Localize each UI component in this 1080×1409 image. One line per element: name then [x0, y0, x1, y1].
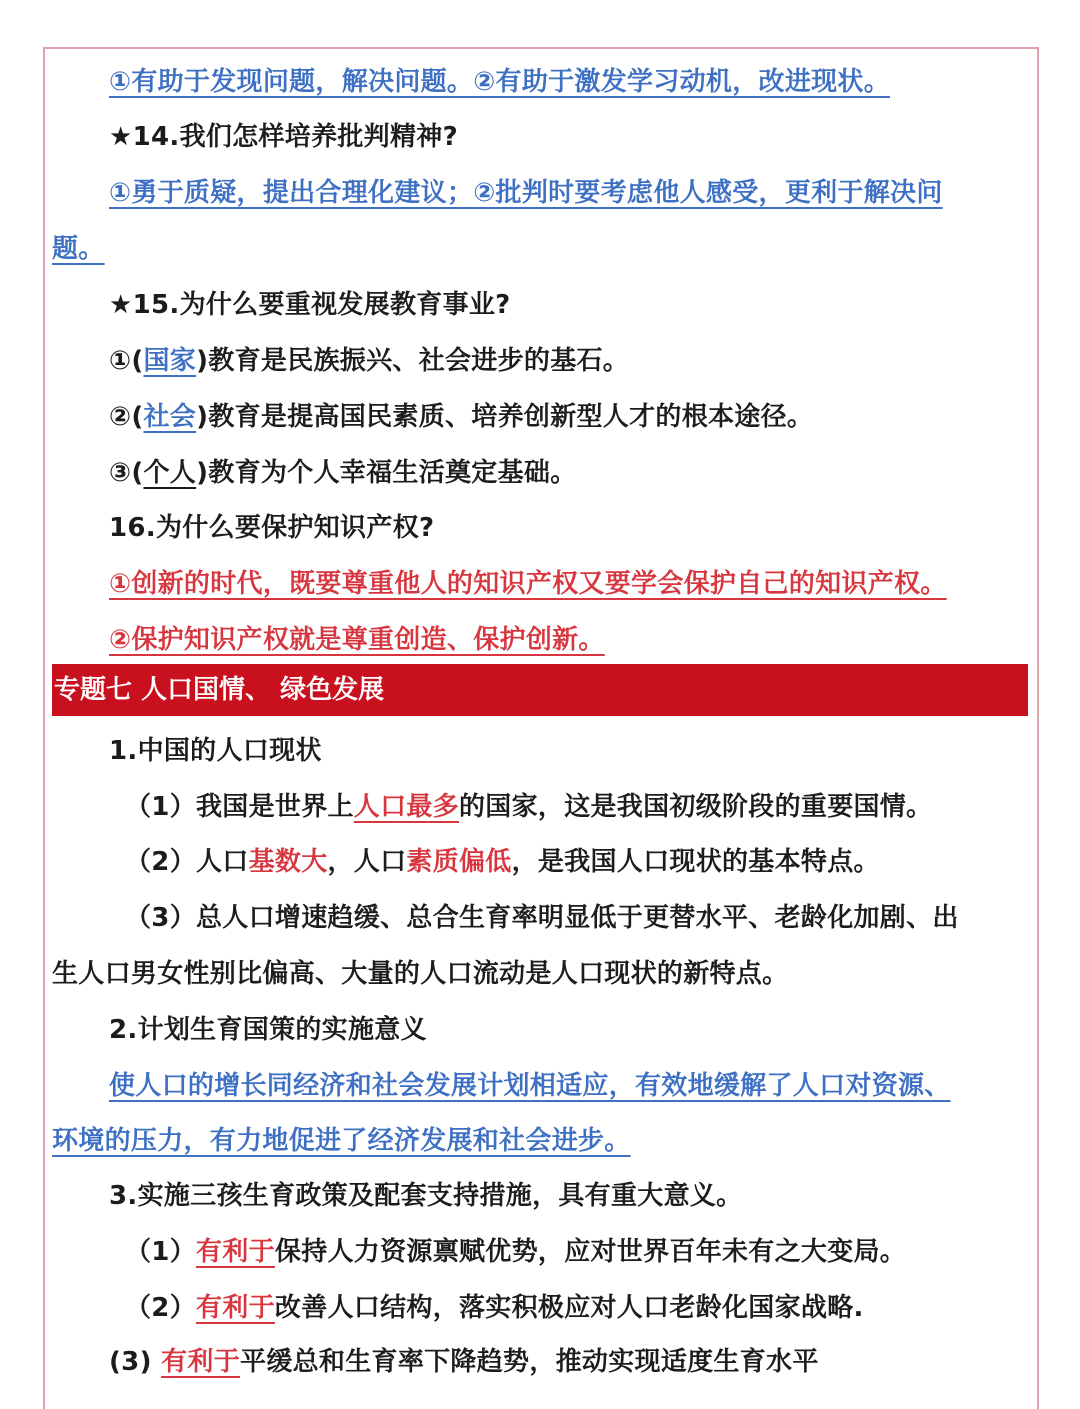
keyword-geren: 个人: [143, 458, 197, 488]
benefit-prefix: （2）: [125, 1293, 196, 1323]
benefit-prefix: (3): [109, 1347, 162, 1377]
question-16: 16.为什么要保护知识产权?: [109, 513, 435, 543]
answer-15-item3: [109, 452, 577, 494]
benefit-text: 保持人力资源禀赋优势，应对世界百年未有之大变局。: [274, 1237, 907, 1267]
item-prefix: ②(: [109, 402, 144, 432]
keyword-beneficial: 有利于: [161, 1347, 241, 1377]
answer-15-item2: [109, 396, 813, 438]
point-text: 的国家，这是我国初级阶段的重要国情。: [459, 792, 933, 822]
item-prefix: ①(: [109, 346, 144, 376]
answer-13-text: ①有助于发现问题，解决问题。②有助于激发学习动机，改进现状。: [109, 67, 891, 97]
answer-2-line1: 使人口的增长同经济和社会发展计划相适应，有效地缓解了人口对资源、: [109, 1071, 951, 1101]
answer-15-item1: [109, 340, 629, 382]
benefit-prefix: （1）: [125, 1237, 196, 1267]
item-text: )教育为个人幸福生活奠定基础。: [196, 458, 577, 488]
section-banner: [52, 664, 1028, 716]
keyword-beneficial: 有利于: [196, 1237, 275, 1267]
benefit-text: 平缓总和生育率下降趋势，推动实现适度生育水平: [240, 1347, 819, 1377]
point-1: [125, 786, 932, 828]
point-3-line1: （3）总人口增速趋缓、总合生育率明显低于更替水平、老龄化加剧、出: [125, 903, 959, 933]
keyword-low-quality: 素质偏低: [406, 847, 512, 877]
benefit-2: [125, 1287, 864, 1329]
heading-family-planning: 2.计划生育国策的实施意义: [109, 1015, 427, 1045]
question-15: ★15.为什么要重视发展教育事业?: [109, 290, 511, 320]
point-2: [125, 841, 880, 883]
item-text: )教育是提高国民素质、培养创新型人才的根本途径。: [196, 402, 814, 432]
keyword-shehui: 社会: [143, 402, 197, 432]
point-text: ，人口: [327, 847, 407, 877]
benefit-text: 改善人口结构，落实积极应对人口老龄化国家战略.: [274, 1293, 864, 1323]
keyword-guojia: 国家: [143, 346, 197, 376]
answer-14-line1: ①勇于质疑，提出合理化建议；②批判时要考虑他人感受，更利于解决问: [109, 178, 943, 208]
answer-2-line2: 环境的压力，有力地促进了经济发展和社会进步。: [52, 1126, 631, 1156]
answer-14-line2: 题。: [52, 234, 105, 264]
point-text: （1）我国是世界上: [125, 792, 354, 822]
heading-three-child-policy: 3.实施三孩生育政策及配套支持措施，具有重大意义。: [109, 1181, 743, 1211]
item-prefix: ③(: [109, 458, 144, 488]
question-14: ★14.我们怎样培养批判精神?: [109, 122, 458, 152]
point-text: ，是我国人口现状的基本特点。: [511, 847, 880, 877]
item-text: )教育是民族振兴、社会进步的基石。: [196, 346, 630, 376]
point-text: （2）人口: [125, 847, 249, 877]
point-3-line2: 生人口男女性别比偏高、大量的人口流动是人口现状的新特点。: [52, 959, 789, 989]
benefit-3: [109, 1341, 819, 1383]
keyword-most-population: 人口最多: [353, 792, 459, 822]
keyword-beneficial: 有利于: [196, 1293, 275, 1323]
benefit-1: [125, 1231, 906, 1273]
section-title: 专题七 人口国情、 绿色发展: [54, 675, 385, 705]
keyword-large-base: 基数大: [248, 847, 328, 877]
heading-population-status: 1.中国的人口现状: [109, 736, 322, 766]
answer-16-item1: ①创新的时代，既要尊重他人的知识产权又要学会保护自己的知识产权。: [109, 569, 947, 599]
answer-16-item2: ②保护知识产权就是尊重创造、保护创新。: [109, 625, 605, 655]
